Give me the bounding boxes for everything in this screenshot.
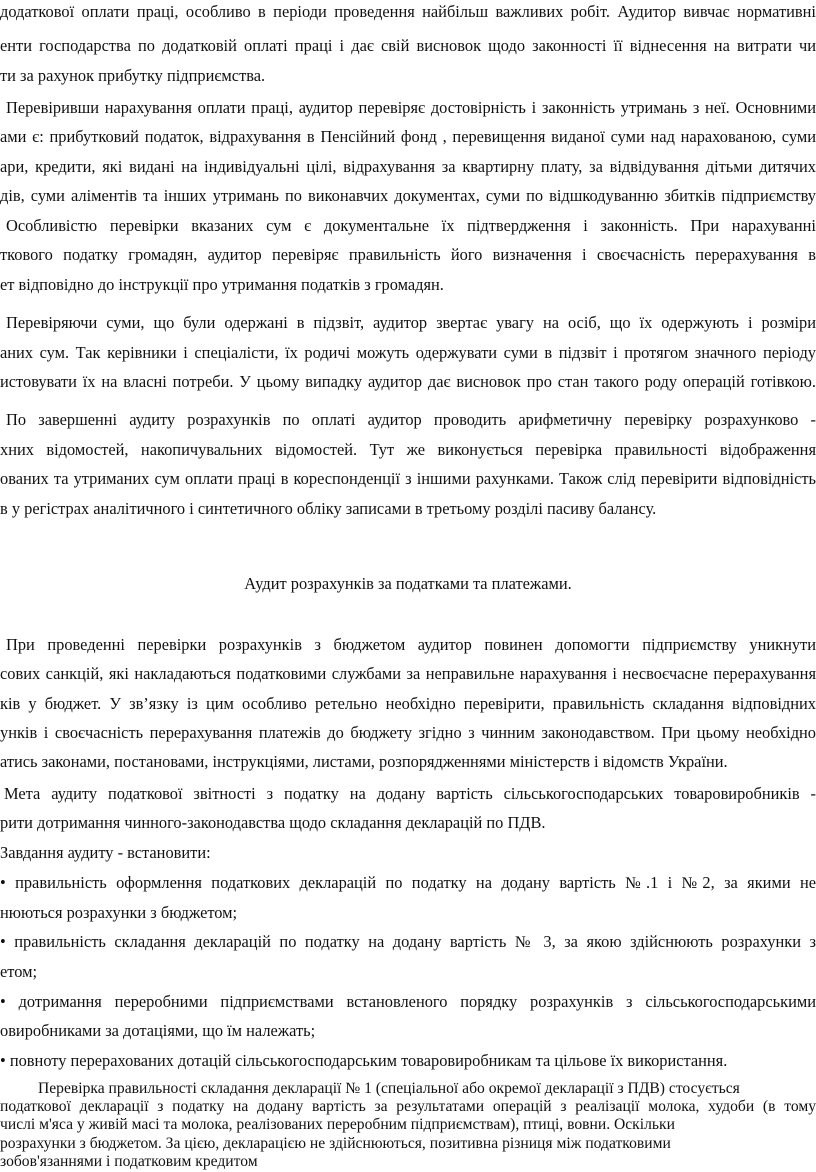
- text-line: Особливістю перевірки вказаних сум є документальне їх підтвердження і законність. При нарахуванні: [6, 216, 816, 235]
- text-line: податкової декларації з податку на додану вартість за результатами операцій з реалізації молока, худоби (в тому: [0, 1098, 816, 1115]
- text-line: Перевіряючи суми, що були одержані в підзвіт, аудитор звертає увагу на осіб, що їх одержують і розміри: [6, 313, 816, 332]
- text-line: атись законами, постановами, інструкціями, листами, розпорядженнями міністерств і відомств України.: [0, 752, 728, 771]
- text-line: рити дотримання чинного-законодавства щодо складання декларацій по ПДВ.: [0, 813, 546, 832]
- text-line: Перевіривши нарахування оплати праці, аудитор перевіряє достовірність і законність утримань з неї. Основними: [6, 98, 816, 117]
- text-line: хних відомостей, накопичувальних відомостей. Тут же виконується перевірка правильності відображення: [0, 440, 816, 459]
- list-item: • правильність оформлення податкових декларацій по податку на додану вартість №.1 і №2, за якими не: [0, 873, 816, 892]
- text-line: дів, суми аліментів та інших утримань по виконавчих документах, суми по відшкодуванню збитків підприємству: [0, 186, 816, 205]
- text-line: ти за рахунок прибутку підприємства.: [0, 66, 266, 85]
- text-line: ами є: прибутковий податок, відрахування в Пенсійний фонд , перевищення виданої суми над нарахованою, суми: [0, 127, 816, 146]
- text-line: додаткової оплати праці, особливо в періоди проведення найбільш важливих робіт. Аудитор вивчає нормативні: [0, 2, 816, 21]
- list-item: • правильність складання декларацій по податку на додану вартість № 3, за якою здійснюють розрахунки з: [0, 932, 816, 951]
- text-line: аних сум. Так керівники і спеціалісти, їх родичі можуть одержувати суми в підзвіт і протягом значного періоду: [0, 343, 816, 362]
- text-line: ткового податку громадян, аудитор перевіряє правильність його визначення і своєчасність перерахування в: [0, 245, 816, 264]
- text-line: ари, кредити, які видані на індивідуальні цілі, відрахування за квартирну плату, за відвідування дітьми дитячих: [0, 157, 816, 176]
- text-line: овиробниками за дотаціями, що їм належать;: [0, 1021, 316, 1040]
- section-heading: Аудит розрахунків за податками та платежами.: [244, 574, 572, 593]
- text-line: ованих та утриманих сум оплати праці в кореспонденції з іншими рахунками. Також слід перевірити відповідність: [0, 469, 816, 488]
- text-line: При проведенні перевірки розрахунків з бюджетом аудитор повинен допомогти підприємству уникнути: [6, 635, 816, 654]
- list-item: • дотримання переробними підприємствами встановленого порядку розрахунків з сільськогосподарськими: [0, 992, 816, 1011]
- text-line: числі м'яса у живій масі та молока, реалізованих переробним підприємствам), птиці, вовни. Оскільки: [0, 1116, 675, 1133]
- text-line: Мета аудиту податкової звітності з податку на додану вартість сільськогосподарських товаровиробників -: [4, 784, 816, 803]
- text-line: истовувати їх на власні потреби. У цьому випадку аудитор дає висновок про стан такого роду операцій готівкою.: [0, 372, 816, 391]
- text-line: Перевірка правильності складання декларації № 1 (спеціальної або окремої декларації з ПДВ) стосується: [38, 1080, 740, 1097]
- list-item: • повноту перерахованих дотацій сільськогосподарським товаровиробникам та цільове їх використання.: [0, 1051, 728, 1070]
- text-line: енти господарства по додатковій оплаті праці і дає свій висновок щодо законності її віднесення на витрати чи: [0, 36, 816, 55]
- text-line: По завершенні аудиту розрахунків по оплаті аудитор проводить арифметичну перевірку розрахунково -: [6, 410, 816, 429]
- text-line: сових санкцій, які накладаються податковими службами за неправильне нарахування і несвоєчасне перерахування: [0, 664, 816, 683]
- text-line: зобов'язаннями і податковим кредитом: [0, 1153, 258, 1170]
- text-line: ет відповідно до інструкції про утримання податків з громадян.: [0, 275, 444, 294]
- text-line: ків у бюджет. У зв’язку із цим особливо ретельно необхідно перевірити, правильність складання відповідних: [0, 694, 816, 713]
- list-heading: Завдання аудиту - встановити:: [0, 843, 211, 862]
- text-line: етом;: [0, 962, 38, 981]
- text-line: нюються розрахунки з бюджетом;: [0, 903, 238, 922]
- text-line: розрахунки з бюджетом. За цією, декларацією не здійснюються, позитивна різниця між податковими: [0, 1135, 671, 1152]
- text-line: унків і своєчасність перерахування платежів до бюджету згідно з чинним законодавством. При цьому необхідно: [0, 723, 816, 742]
- text-line: в у регістрах аналітичного і синтетичного обліку записами в третьому розділі пасиву балансу.: [0, 499, 657, 518]
